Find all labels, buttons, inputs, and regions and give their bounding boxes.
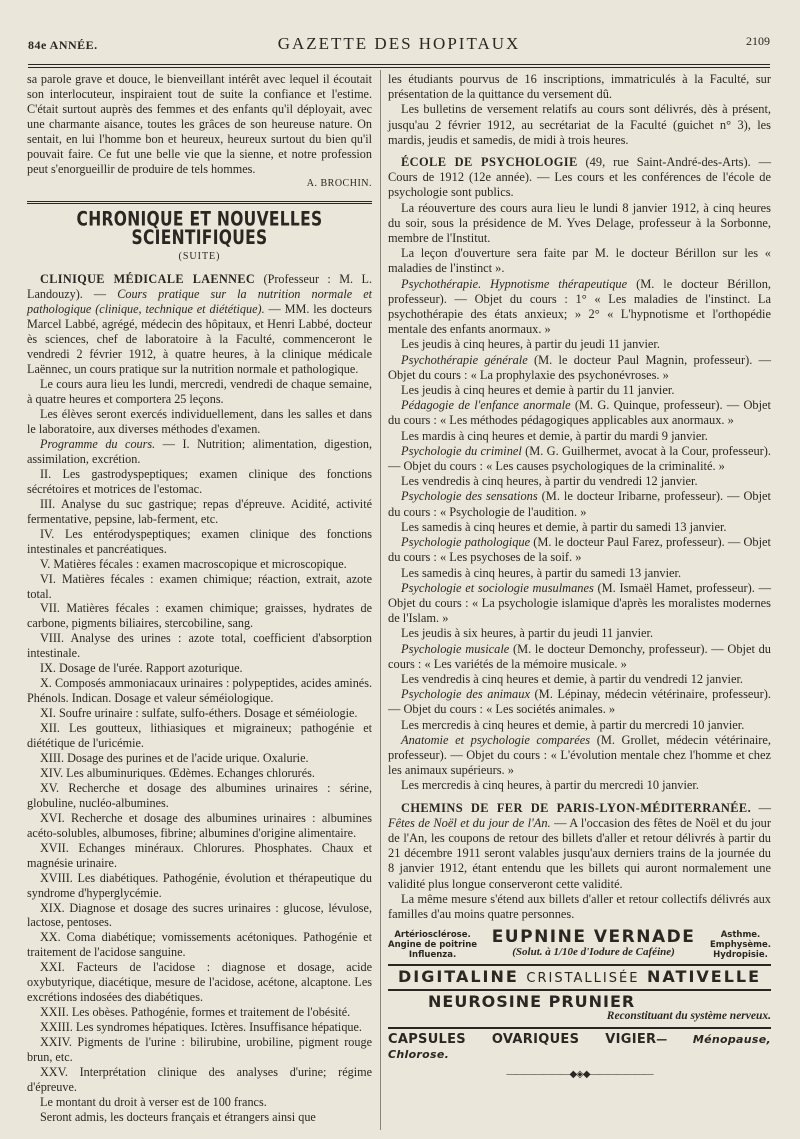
ornament: ———————◆◈◆——————— [506,1068,653,1080]
course-title: Psychologie des sensations [401,489,538,504]
program-item: XI. Soufre urinaire : sulfate, sulfo-éthers. Dosage et séméiologie. [40,706,358,721]
header-rule [28,64,770,65]
course-schedule: Les mardis à cinq heures et demie, à partir du mardi 9 janvier. [401,428,708,443]
clinique-paragraph: Le cours aura lieu les lundi, mercredi, vendredi de chaque semaine, à quatre heures et comportera 25 leçons. [27,377,372,407]
course-entry: Psychologie musicale (M. le docteur Demonchy, professeur). — Objet du cours : « Les variétés de la mémoire musicale. » [388,641,771,671]
continued-paragraph: les étudiants pourvus de 16 inscriptions, immatriculés à la Faculté, sur présentation de la quittance du versement dû. [388,72,771,102]
course-schedule: Les jeudis à six heures, à partir du jeudi 11 janvier. [401,626,654,641]
page-header [28,34,770,56]
program-item: VII. Matières fécales : examen chimique; graisses, hydrates de carbone, pigments biliaires, stercobiline, sang. [27,601,372,631]
course-entry: Anatomie et psychologie comparées (M. Grollet, médecin vétérinaire, professeur). — Objet du cours : « L'évolution mentale chez l'homme et chez les animaux supérieurs. » [388,732,771,778]
program-item: XXIV. Pigments de l'urine : bilirubine, urobiline, pigment rouge brun, etc. [27,1035,372,1065]
course-entry: Pédagogie de l'enfance anormale (M. G. Quinque, professeur). — Objet du cours : « Les méthodes pédagogiques applicables aux anormaux. » [388,398,771,428]
course-entry: Psychothérapie. Hypnotisme thérapeutique (M. le docteur Bérillon, professeur). — Objet du cours : 1° « Les maladies de l'instinct. La psychothérapie des états anxieux; » 2° « L'hypnotisme et l'orthopédie mentale des enfants anormaux. » [388,276,772,337]
clinique-paragraph: Les élèves seront exercés individuellement, dans les salles et dans le laboratoire, aux diverses méthodes d'examen. [27,407,372,437]
railway-heading: CHEMINS DE FER DE PARIS-LYON-MÉDITERRANÉE. [401,800,752,815]
railway-paragraph: La même mesure s'étend aux billets d'aller et retour collectifs délivrés aux familles d'au moins quatre personnes. [388,891,771,921]
eupnine-ad [388,927,771,961]
ecole-heading: ÉCOLE DE PSYCHOLOGIE [401,155,578,170]
ecole-paragraph: ÉCOLE DE PSYCHOLOGIE (49, rue Saint-André-des-Arts). — Cours de 1912 (12e année). — Les cours et les conférences de l'école de psychologie sont publics. [388,155,771,200]
program-item: XXV. Interprétation clinique des analyses d'urine; régime d'épreuve. [27,1065,372,1094]
course-schedule: Les samedis à cinq heures et demie, à partir du samedi 13 janvier. [401,519,727,534]
advertisements [388,927,771,1082]
ad-rule [388,989,771,991]
course-entry: Psychothérapie générale (M. le docteur Paul Magnin, professeur). — Objet du cours : « La prophylaxie des psychonévroses. » [388,352,771,382]
program-item: Le montant du droit à verser est de 100 francs. [40,1094,267,1109]
program-item: VIII. Analyse des urines : azote total, coefficient d'absorption intestinale. [27,631,372,661]
course-title: Pédagogie de l'enfance anormale [401,398,571,413]
capsules-ad: CAPSULES OVARIQUES VIGIER— Ménopause, Chlorose. [388,1032,771,1062]
course-title: Psychologie du criminel [401,443,522,458]
course-schedule: Les mercredis à cinq heures et demie, à partir du mercredi 10 janvier. [401,717,745,732]
program-paragraph: Programme du cours. — I. Nutrition; alimentation, digestion, assimilation, excrétion. [27,436,372,466]
ad-rule [388,1027,771,1029]
ad-rule [388,964,771,966]
section-title: CHRONIQUE ET NOUVELLES SCIENTIFIQUES [76,207,323,249]
eupnine-indications: Artériosclérose. Angine de poitrine Influenza. [388,930,478,961]
course-schedule: Les vendredis à cinq heures, à partir du vendredi 12 janvier. [401,474,698,489]
neurosine-tagline: Reconstituant du système nerveux. [606,1009,771,1022]
column-divider [380,70,381,1130]
course-title: Psychologie des animaux [401,687,530,702]
program-item: XX. Coma diabétique; vomissements acétoniques. Pathogénie et traitement de l'acidose sanguine. [27,930,372,960]
eupnine-name: EUPNINE VERNADE [491,927,696,948]
program-item: IX. Dosage de l'urée. Rapport azoturique. [40,661,243,676]
program-list [27,467,372,1125]
course-schedule: Les samedis à cinq heures, à partir du samedi 13 janvier. [401,565,682,580]
program-item: XXIII. Les syndromes hépatiques. Ictères. Insuffisance hépatique. [40,1020,362,1035]
signature: A. BROCHIN. [306,177,372,189]
course-schedule: Les vendredis à cinq heures et demie, à partir du vendredi 12 janvier. [401,671,743,686]
program-item: XV. Recherche et dosage des albumines urinaires : sérine, globuline, nucléo-albumines. [27,780,372,810]
program-item: VI. Matières fécales : examen chimique; réaction, extrait, azote total. [27,571,372,601]
course-entry: Psychologie du criminel (M. G. Guilhermet, avocat à la Cour, professeur). — Objet du cours : « Les causes psychologiques de la criminalité. » [388,443,771,474]
program-item: IV. Les entérodyspeptiques; examen clinique des fonctions intestinales et pancréatiques. [27,526,372,556]
course-entry: Psychologie des sensations (M. le docteur Iribarne, professeur). — Objet du cours : « Psychologie de l'audition. » [388,489,771,519]
program-item: Seront admis, les docteurs français et étrangers ainsi que [40,1109,316,1124]
header-year: 84e ANNÉE. [28,38,98,52]
clinique-heading: CLINIQUE MÉDICALE LAENNEC [40,272,256,287]
ecole-paragraph: La leçon d'ouverture sera faite par M. le docteur Bérillon sur les « maladies de l'instinct ». [388,246,771,276]
course-schedule: Les jeudis à cinq heures, à partir du jeudi 11 janvier. [401,337,660,352]
course-schedule: Les mercredis à cinq heures, à partir du mercredi 10 janvier. [401,778,699,793]
ecole-paragraph: La réouverture des cours aura lieu le lundi 8 janvier 1912, à cinq heures du soir, sous la présidence de M. Yves Delage, professeur à la Sorbonne, membre de l'Institut. [388,200,771,246]
program-item: III. Analyse du suc gastrique; repas d'épreuve. Acidité, activité fermentative, pepsine, lab-ferment, etc. [27,496,372,526]
continued-paragraph: Les bulletins de versement relatifs au cours sont délivrés, dès à présent, jusqu'au 2 février 1912, au secrétariat de la Faculté (guichet n° 3), les mardis, jeudis et samedis, de midi à trois heures. [388,102,771,147]
course-title: Psychologie pathologique [401,535,531,550]
eupnine-formula: (Solut. à 1/10e d'Iodure de Caféine) [512,946,675,959]
journal-title: GAZETTE DES HOPITAUX [277,34,521,53]
program-item: XVII. Echanges minéraux. Chlorures. Phosphates. Chaux et magnésie urinaire. [27,840,372,870]
program-item: X. Composés ammoniacaux urinaires : polypeptides, acides aminés. Phénols. Indican. Dosage et valeur séméiologique. [27,676,372,706]
program-item: XIV. Les albuminuriques. Œdèmes. Echanges chlorurés. [40,765,315,780]
program-item: XIII. Dosage des purines et de l'acide urique. Oxalurie. [40,750,309,765]
railway-paragraph: CHEMINS DE FER DE PARIS-LYON-MÉDITERRANÉE. — Fêtes de Noël et du jour de l'An. — A l'occasion des fêtes de Noël et du jour de l'An, les coupons de retour des billets d'aller et retour délivrés à partir du 21 décembre 1911 seront valables jusqu'aux derniers trains de la journée du 8 janvier 1912, étant entendu que les billets qui auront normalement une validité plus longue conserveront cette validité. [388,800,772,891]
obituary-paragraph: sa parole grave et douce, le bienveillant intérêt avec lequel il écoutait son interlocuteur, inspiraient tout de suite la confiance et l'estime. C'était surtout auprès des femmes et des enfants qu'il déployait, avec une charmante aisance, toutes les grâces de son heureuse nature. On sentait, en lui l'homme bon et heureux, heureux surtout du bien qu'il pouvait faire. Ce fut une belle vie que la sienne, et notre profession peut s'enorgueillir de produire de tels hommes. [27,72,372,176]
digitaline-ad: DIGITALINE CRISTALLISÉE NATIVELLE [397,966,762,986]
program-item: V. Matières fécales : examen macroscopique et microscopique. [40,556,347,571]
program-item: XIX. Diagnose et dosage des sucres urinaires : glucose, lévulose, lactose, pentoses. [27,900,372,930]
course-title: Anatomie et psychologie comparées [401,732,591,747]
course-entry: Psychologie pathologique (M. le docteur Paul Farez, professeur). — Objet du cours : « Les psychoses de la soif. » [388,535,771,565]
clinique-paragraph: CLINIQUE MÉDICALE LAENNEC (Professeur : M. L. Landouzy). — Cours pratique sur la nutrition normale et pathologique (clinique, technique et diététique). — MM. les docteurs Marcel Labbé, agrégé, médecin des hôpitaux, et Henri Labbé, docteur ès sciences, chef de laboratoire à la Faculté, commenceront le vendredi 2 février 1912, à quatre heures, à la clinique médicale Laënnec, un cours pratique sur la nutrition normale et pathologique. [27,272,373,377]
eupnine-indications: Asthme. Emphysème. Hydropisie. [709,930,771,961]
program-item: XII. Les goutteux, lithiasiques et migraineux; pathogénie et diététique de l'uricémie. [27,721,372,751]
course-title: Psychologie et sociologie musulmanes [401,580,594,595]
course-entry: Psychologie des animaux (M. Lépinay, médecin vétérinaire, professeur). — Objet du cours : « Les sociétés animales. » [388,687,771,717]
neurosine-ad: NEUROSINE PRUNIER [428,991,636,1011]
section-subtitle: (SUITE) [178,250,221,262]
course-title: Psychothérapie. Hypnotisme thérapeutique [401,276,628,291]
right-column [388,72,771,1082]
left-column [27,72,372,1125]
program-item: XVIII. Les diabétiques. Pathogénie, évolution et thérapeutique du syndrome d'hyperglycémie. [27,870,372,900]
header-rule [28,67,770,68]
course-title: Psychothérapie générale [401,352,528,367]
course-entry: Psychologie et sociologie musulmanes (M. Ismaël Hamet, professeur). — Objet du cours : « La psychologie islamique d'après les moralistes modernes de l'Islam. » [388,580,771,626]
program-item: XVI. Recherche et dosage des albumines urinaires : albumines acéto-solubles, albumoses, fibrine; albumines d'origine alimentaire. [27,810,372,840]
course-schedule: Les jeudis à cinq heures et demie à partir du 11 janvier. [401,383,675,398]
course-title: Psychologie musicale [401,641,510,656]
course-list [388,277,771,794]
program-item: XXI. Facteurs de l'acidose : diagnose et dosage, acide oxybutyrique, diacétique, mesure de l'acidose, acétone, alcaptone. Les excrétions indosées des diabétiques. [27,960,372,1005]
program-item: XXII. Les obèses. Pathogénie, formes et traitement de l'obésité. [40,1005,351,1020]
page-number: 2109 [746,34,770,48]
section-rule [27,201,372,204]
program-item: II. Les gastrodyspeptiques; examen clinique des fonctions sécrétoires et motrices de l'estomac. [27,466,372,496]
